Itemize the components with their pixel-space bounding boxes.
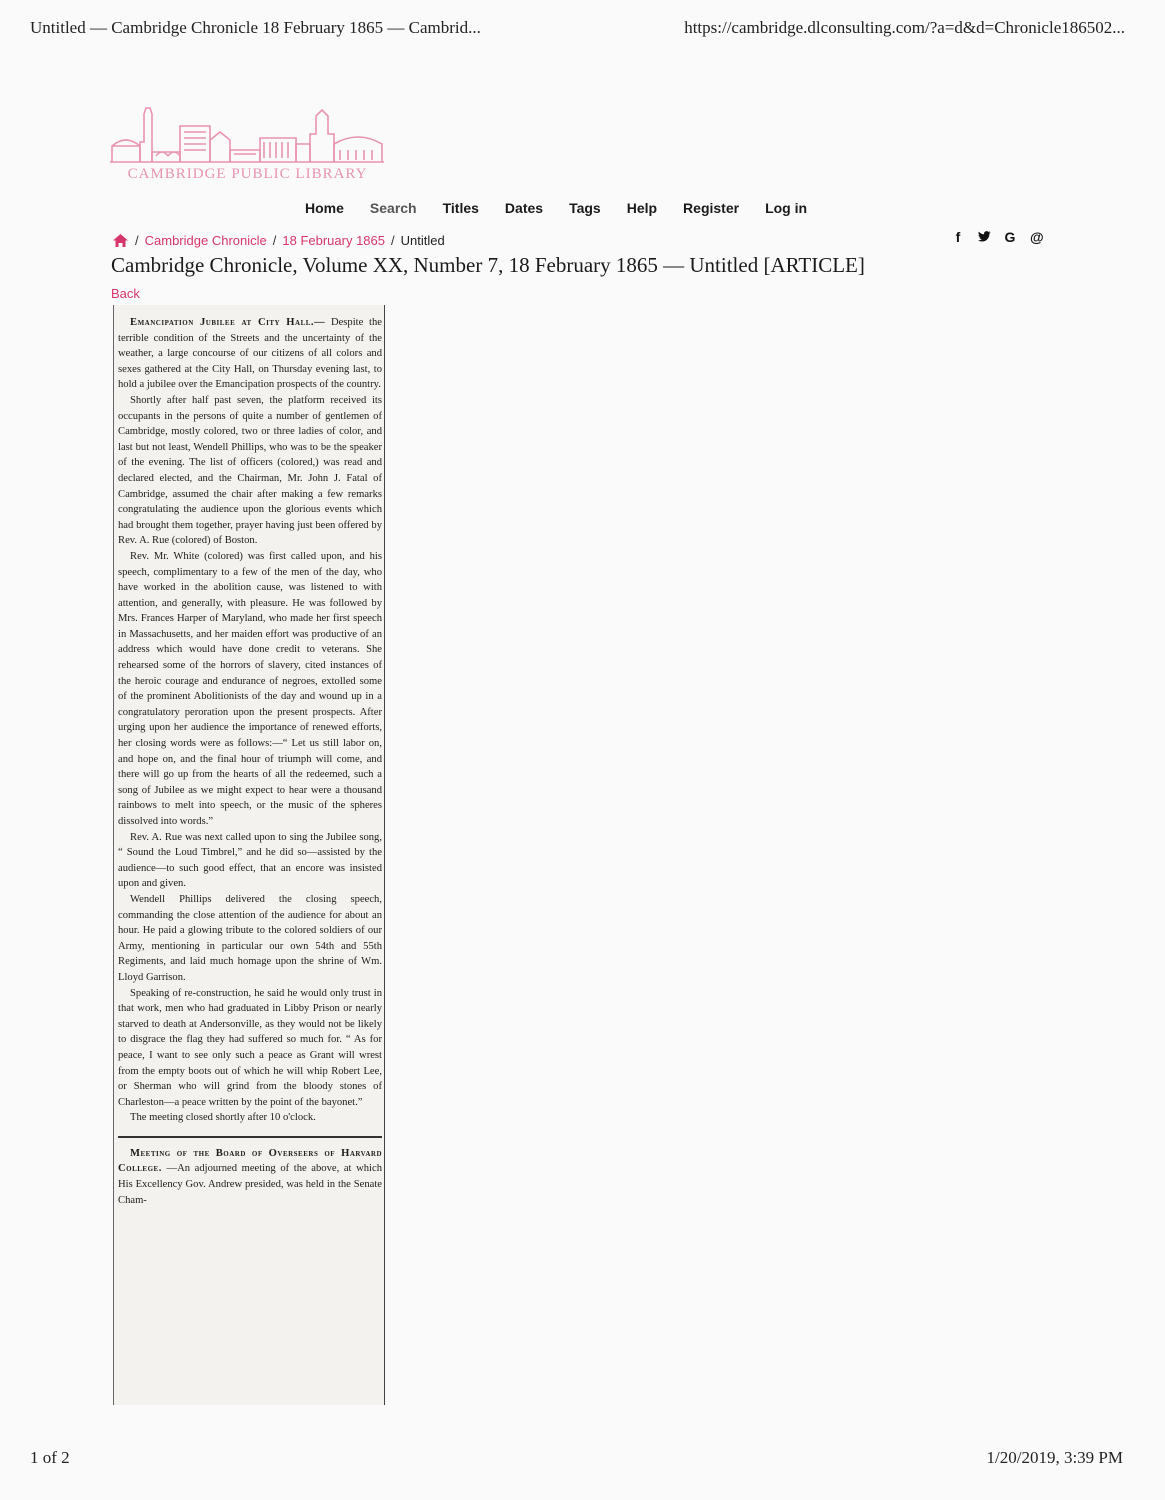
nav-search[interactable]: Search	[369, 200, 417, 216]
nav-register[interactable]: Register	[683, 200, 740, 216]
article-paragraph: Emancipation Jubilee at City Hall.— Despite the terrible condition of the Streets and the uncertainty of the weather, a large concourse of our citizens of all colors and sexes gathered at the City Hall, on Thursday evening last, to hold a jubilee over the Emancipation prospects of the country.	[118, 317, 382, 391]
article-paragraph: Rev. A. Rue was next called upon to sing the Jubilee song, “ Sound the Loud Timbrel,” and he did so—assisted by the audience—to such good effect, that an encore was insisted upon and given.	[118, 831, 382, 890]
article-paragraph: Wendell Phillips delivered the closing speech, commanding the close attention of the audience for about an hour. He paid a glowing tribute to the colored soldiers of our Army, mentioning in particular our own 54th and 55th Regiments, and laid much homage upon the shrine of Wm. Lloyd Garrison.	[118, 893, 382, 983]
print-header-url: https://cambridge.dlconsulting.com/?a=d&d=Chronicle186502...	[684, 18, 1125, 37]
column-divider	[118, 1136, 382, 1138]
breadcrumb-separator: /	[391, 232, 395, 248]
article-heading: Meeting of the Board of Overseers of Harvard College.	[118, 1147, 382, 1175]
breadcrumb-current: Untitled	[400, 232, 445, 248]
twitter-icon[interactable]	[978, 229, 990, 245]
skyline-icon	[110, 104, 385, 166]
social-share	[952, 229, 1042, 245]
nav-help[interactable]: Help	[626, 200, 658, 216]
nav-dates[interactable]: Dates	[504, 200, 544, 216]
article-image	[113, 305, 385, 1405]
article-paragraph: Shortly after half past seven, the platform received its occupants in the persons of quite a number of gentlemen of Cambridge, mostly colored, two or three ladies of color, and last but not least, Wendell Phillips, who was to be the speaker of the evening. The list of officers (colored,) was read and declared elected, and the Chairman, Mr. John J. Fatal of Cambridge, assumed the chair after making a few remarks congratulating the audience upon the glorious events which had brought them together, prayer having just been offered by Rev. A. Rue (colored) of Boston.	[118, 394, 382, 547]
print-datetime: 1/20/2019, 3:39 PM	[986, 1448, 1123, 1467]
page-title: Cambridge Chronicle, Volume XX, Number 7, 18 February 1865 — Untitled [ARTICLE]	[111, 253, 865, 277]
article-paragraph: Speaking of re-construction, he said he would only trust in that work, men who had graduated in Libby Prison or nearly starved to death at Andersonville, as they would not be likely to disgrace the flag they had suffered so much for. “ As for peace, I want to see only such a peace as Grant will wrest from the empty boots out of which he will whip Robert Lee, or Sherman who will grind from the bloody stones of Charleston—a peace written by the point of the bayonet.”	[118, 987, 382, 1108]
breadcrumb-publication[interactable]: Cambridge Chronicle	[144, 232, 267, 248]
nav-login[interactable]: Log in	[765, 200, 808, 216]
email-icon[interactable]: @	[1030, 229, 1044, 245]
breadcrumb-date[interactable]: 18 February 1865	[282, 232, 385, 248]
article-paragraph: Rev. Mr. White (colored) was first called upon, and his speech, complimentary to a few of the men of the day, who have worked in the abolition cause, was listened to with attention, and generally, with pleasure. He was followed by Mrs. Frances Harper of Maryland, who made her first speech in Massachusetts, and her maiden effort was productive of an address which would have done credit to veterans. She rehearsed some of the horrors of slavery, cited instances of the heroic courage and endurance of negroes, extolled some of the prominent Abolitionists of the day and wound up in a congratulatory peroration upon the present prospects. After urging upon her audience the importance of renewed efforts, her closing words were as follows:—“ Let us still labor on, and hope on, and the final hour of triumph will come, and there will go up from the hearts of all the redeemed, such a song of Jubilee as we might expect to hear were a thousand rainbows to melt into speech, or the music of the spheres dissolved into words.”	[118, 550, 382, 827]
logo-text: CAMBRIDGE PUBLIC LIBRARY	[127, 166, 368, 182]
print-header	[0, 18, 1165, 42]
article-heading: Emancipation Jubilee at City Hall.—	[130, 317, 326, 328]
nav-tags[interactable]: Tags	[569, 200, 601, 216]
article-paragraph: Meeting of the Board of Overseers of Harvard College. —An adjourned meeting of the above, at which His Excellency Gov. Andrew presided, was held in the Senate Cham-	[118, 1147, 382, 1206]
print-footer	[0, 1448, 1165, 1472]
library-logo[interactable]	[110, 104, 385, 186]
breadcrumb-separator: /	[135, 232, 139, 248]
google-icon[interactable]: G	[1004, 229, 1016, 245]
breadcrumb-separator: /	[272, 232, 277, 248]
print-header-title: Untitled — Cambridge Chronicle 18 February 1865 — Cambrid...	[30, 18, 481, 37]
facebook-icon[interactable]: f	[955, 229, 961, 245]
nav-home[interactable]: Home	[305, 200, 344, 216]
nav-titles[interactable]: Titles	[442, 200, 479, 216]
main-nav	[305, 200, 833, 220]
article-paragraph: The meeting closed shortly after 10 o'clock.	[130, 1112, 316, 1124]
breadcrumb	[112, 231, 445, 249]
page-count: 1 of 2	[30, 1448, 70, 1467]
back-link[interactable]: Back	[111, 286, 140, 301]
home-icon[interactable]	[112, 233, 129, 248]
